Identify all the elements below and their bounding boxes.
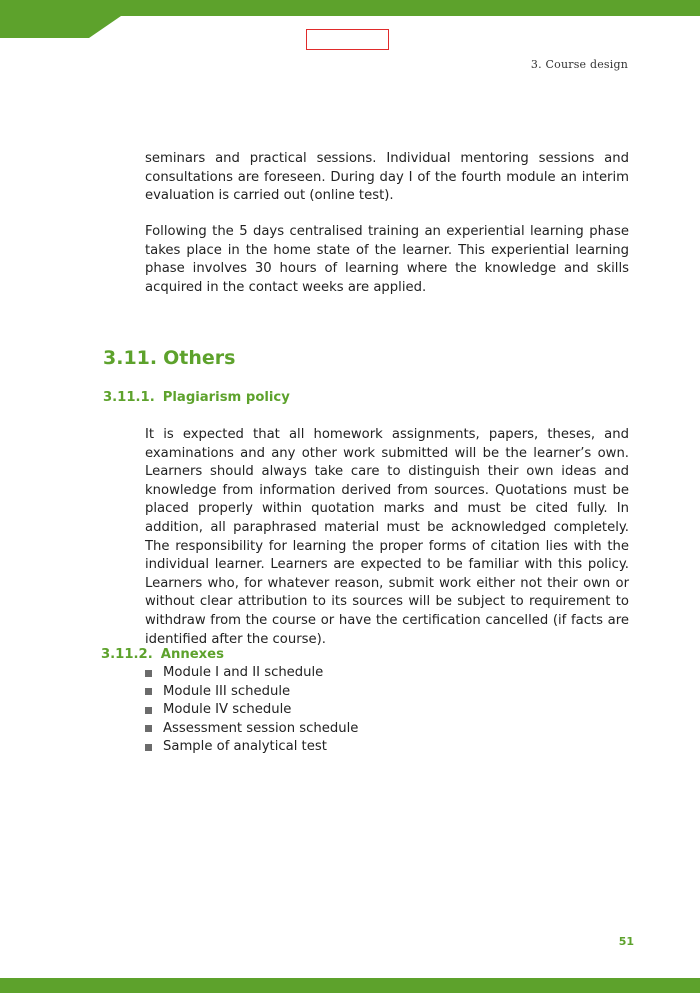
subsection-heading-plagiarism	[103, 390, 290, 405]
running-head: 3. Course design	[530, 58, 628, 71]
list-item	[145, 701, 358, 720]
annex-list	[145, 664, 358, 757]
list-item-text: Module I and II schedule	[163, 665, 324, 680]
paragraph-plagiarism: It is expected that all homework assignments, papers, theses, and examinations and any other work submitted will be the learner’s own. Learners should always take care to distinguish their own ideas and knowledge from information derived from sources. Quotations must be placed properly within quotation marks and must be cited fully. In addition, all paraphrased material must be acknowledged completely. The responsibility for learning the proper forms of citation lies with the individual learner. Learners are expected to be familiar with this policy. Learners who, for whatever reason, submit work either not their own or without clear attribution to its sources will be subject to requirement to withdraw from the course or have the certification cancelled (if facts are identified after the course).	[145, 427, 629, 647]
list-item	[145, 683, 358, 702]
subsection-title: Annexes	[160, 647, 224, 662]
square-bullet-icon	[145, 744, 152, 751]
list-item	[145, 720, 358, 739]
list-item	[145, 738, 358, 757]
subsection-number: 3.11.2.	[101, 647, 153, 662]
section-number: 3.11.	[103, 347, 158, 369]
list-item	[145, 664, 358, 683]
subsection-number: 3.11.1.	[103, 390, 155, 405]
subsection-heading-annexes	[101, 647, 224, 662]
list-item-text: Module III schedule	[163, 683, 291, 699]
section-heading	[103, 347, 235, 369]
square-bullet-icon	[145, 688, 152, 695]
list-item-text: Assessment session schedule	[163, 720, 359, 736]
square-bullet-icon	[145, 670, 152, 677]
marker-box	[306, 29, 389, 50]
square-bullet-icon	[145, 725, 152, 732]
section-title: Others	[163, 347, 236, 369]
subsection-title: Plagiarism policy	[162, 390, 290, 405]
list-item-text: Module IV schedule	[163, 702, 292, 717]
bottom-banner	[0, 978, 700, 993]
square-bullet-icon	[145, 707, 152, 714]
list-item-text: Sample of analytical test	[163, 739, 327, 754]
paragraph-experiential: Following the 5 days centralised training an experiential learning phase takes place in the home state of the learner. This experiential learning phase involves 30 hours of learning where the knowledge and skills acquired in the contact weeks are applied.	[145, 224, 629, 295]
paragraph-seminars: seminars and practical sessions. Individual mentoring sessions and consultations are foreseen. During day I of the fourth module an interim evaluation is carried out (online test).	[145, 151, 629, 204]
page-number: 51	[618, 935, 634, 948]
